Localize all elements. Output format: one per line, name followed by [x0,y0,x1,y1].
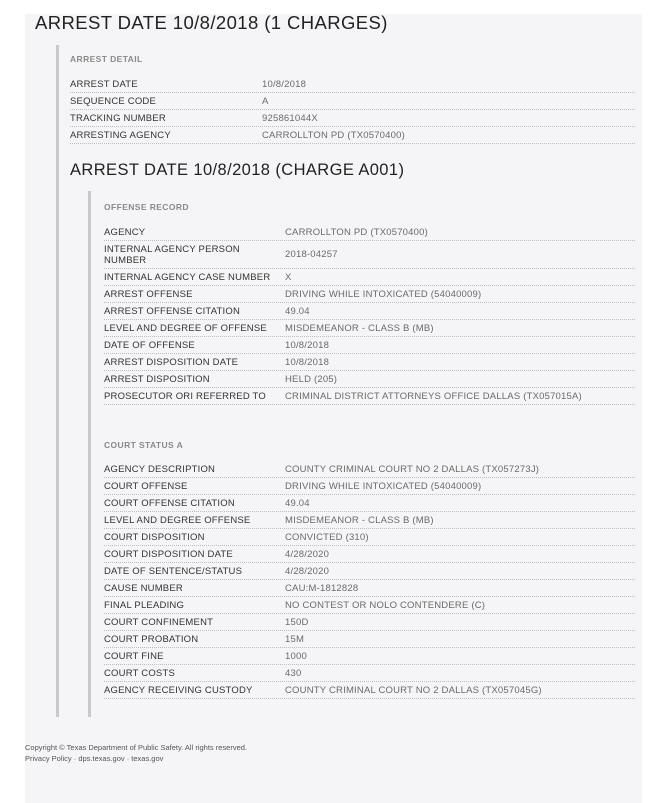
table-row [104,614,635,631]
table-row [104,269,635,286]
table-row [104,337,635,354]
row-label: ARREST OFFENSE [104,288,193,300]
row-label: ARREST DATE [70,78,138,90]
row-label: AGENCY RECEIVING CUSTODY [104,684,253,696]
row-label: COURT DISPOSITION [104,531,205,543]
row-value: CONVICTED (310) [285,531,369,543]
table-row [104,631,635,648]
table-row [104,563,635,580]
row-value: COUNTY CRIMINAL COURT NO 2 DALLAS (TX057273J) [285,463,540,475]
table-row [104,682,635,699]
table-row [104,320,635,337]
row-label: INTERNAL AGENCY CASE NUMBER [104,271,271,283]
row-label: COURT FINE [104,650,164,662]
row-label: COURT OFFENSE [104,480,188,492]
row-label: DATE OF OFFENSE [104,339,195,351]
court-status-heading: COURT STATUS A [104,440,184,450]
row-value: X [285,271,292,283]
arrest-title: ARREST DATE 10/8/2018 (1 CHARGES) [35,12,388,33]
court-status-table [104,461,635,699]
table-row [104,529,635,546]
table-row [104,371,635,388]
table-row [104,580,635,597]
row-label: AGENCY [104,226,146,238]
table-row [104,597,635,614]
table-row [104,665,635,682]
row-label: CAUSE NUMBER [104,582,183,594]
arrest-detail-heading: ARREST DETAIL [70,54,143,64]
row-value: CARROLLTON PD (TX0570400) [285,226,428,238]
row-label: TRACKING NUMBER [70,112,166,124]
row-value: DRIVING WHILE INTOXICATED (54040009) [285,480,482,492]
row-value: 150D [285,616,309,628]
row-label: SEQUENCE CODE [70,95,157,107]
row-label: ARRESTING AGENCY [70,129,171,141]
row-value: 10/8/2018 [262,78,307,90]
row-value: 4/28/2020 [285,548,330,560]
row-label: DATE OF SENTENCE/STATUS [104,565,243,577]
row-label: LEVEL AND DEGREE OFFENSE [104,514,251,526]
table-row [70,110,635,127]
row-value: MISDEMEANOR - CLASS B (MB) [285,514,434,526]
table-row [70,93,635,110]
row-value: 2018-04257 [285,249,338,260]
row-value: 925861044X [262,112,318,124]
row-label: INTERNAL AGENCY PERSON NUMBER [104,243,240,266]
row-label: COURT OFFENSE CITATION [104,497,235,509]
table-row [104,512,635,529]
row-value: CAU:M-1812828 [285,582,359,594]
row-label: PROSECUTOR ORI REFERRED TO [104,390,266,402]
footer-copyright: Copyright © Texas Department of Public Safety. All rights reserved. [25,743,248,752]
row-value: 4/28/2020 [285,565,330,577]
row-label: COURT CONFINEMENT [104,616,214,628]
charge-title: ARREST DATE 10/8/2018 (CHARGE A001) [70,161,405,179]
row-value: CARROLLTON PD (TX0570400) [262,129,405,141]
table-row [70,127,635,144]
row-label: ARREST OFFENSE CITATION [104,305,241,317]
footer-links[interactable]: Privacy Policy · dps.texas.gov · texas.gov [25,754,164,763]
row-value: MISDEMEANOR - CLASS B (MB) [285,322,434,334]
table-row [104,388,635,405]
footer [25,742,247,764]
row-value: 15M [285,633,305,645]
row-value: COUNTY CRIMINAL COURT NO 2 DALLAS (TX057045G) [285,684,542,696]
row-value: 10/8/2018 [285,339,330,351]
table-row [70,76,635,93]
offense-record-table [104,224,635,405]
table-row [104,224,635,241]
row-value: 430 [285,667,302,679]
arrest-detail-table [70,76,635,144]
row-value: A [262,95,269,107]
row-value: HELD (205) [285,373,338,385]
table-row [104,241,635,269]
arrest-section-bar [56,45,59,717]
row-label: LEVEL AND DEGREE OF OFFENSE [104,322,267,334]
row-label: COURT COSTS [104,667,175,679]
row-value: 49.04 [285,305,310,317]
table-row [104,461,635,478]
row-label: ARREST DISPOSITION DATE [104,356,239,368]
row-label: COURT DISPOSITION DATE [104,548,233,560]
row-value: DRIVING WHILE INTOXICATED (54040009) [285,288,482,300]
table-row [104,478,635,495]
charge-section-bar [88,191,91,717]
table-row [104,495,635,512]
offense-record-heading: OFFENSE RECORD [104,202,189,212]
row-label: COURT PROBATION [104,633,199,645]
row-label: ARREST DISPOSITION [104,373,210,385]
table-row [104,354,635,371]
row-value: CRIMINAL DISTRICT ATTORNEYS OFFICE DALLAS (TX057015A) [285,390,582,402]
table-row [104,286,635,303]
table-row [104,303,635,320]
table-row [104,546,635,563]
row-value: 1000 [285,650,307,662]
table-row [104,648,635,665]
row-label: AGENCY DESCRIPTION [104,463,216,475]
row-value: 10/8/2018 [285,356,330,368]
row-value: 49.04 [285,497,310,509]
row-label: FINAL PLEADING [104,599,185,611]
row-value: NO CONTEST OR NOLO CONTENDERE (C) [285,599,486,611]
